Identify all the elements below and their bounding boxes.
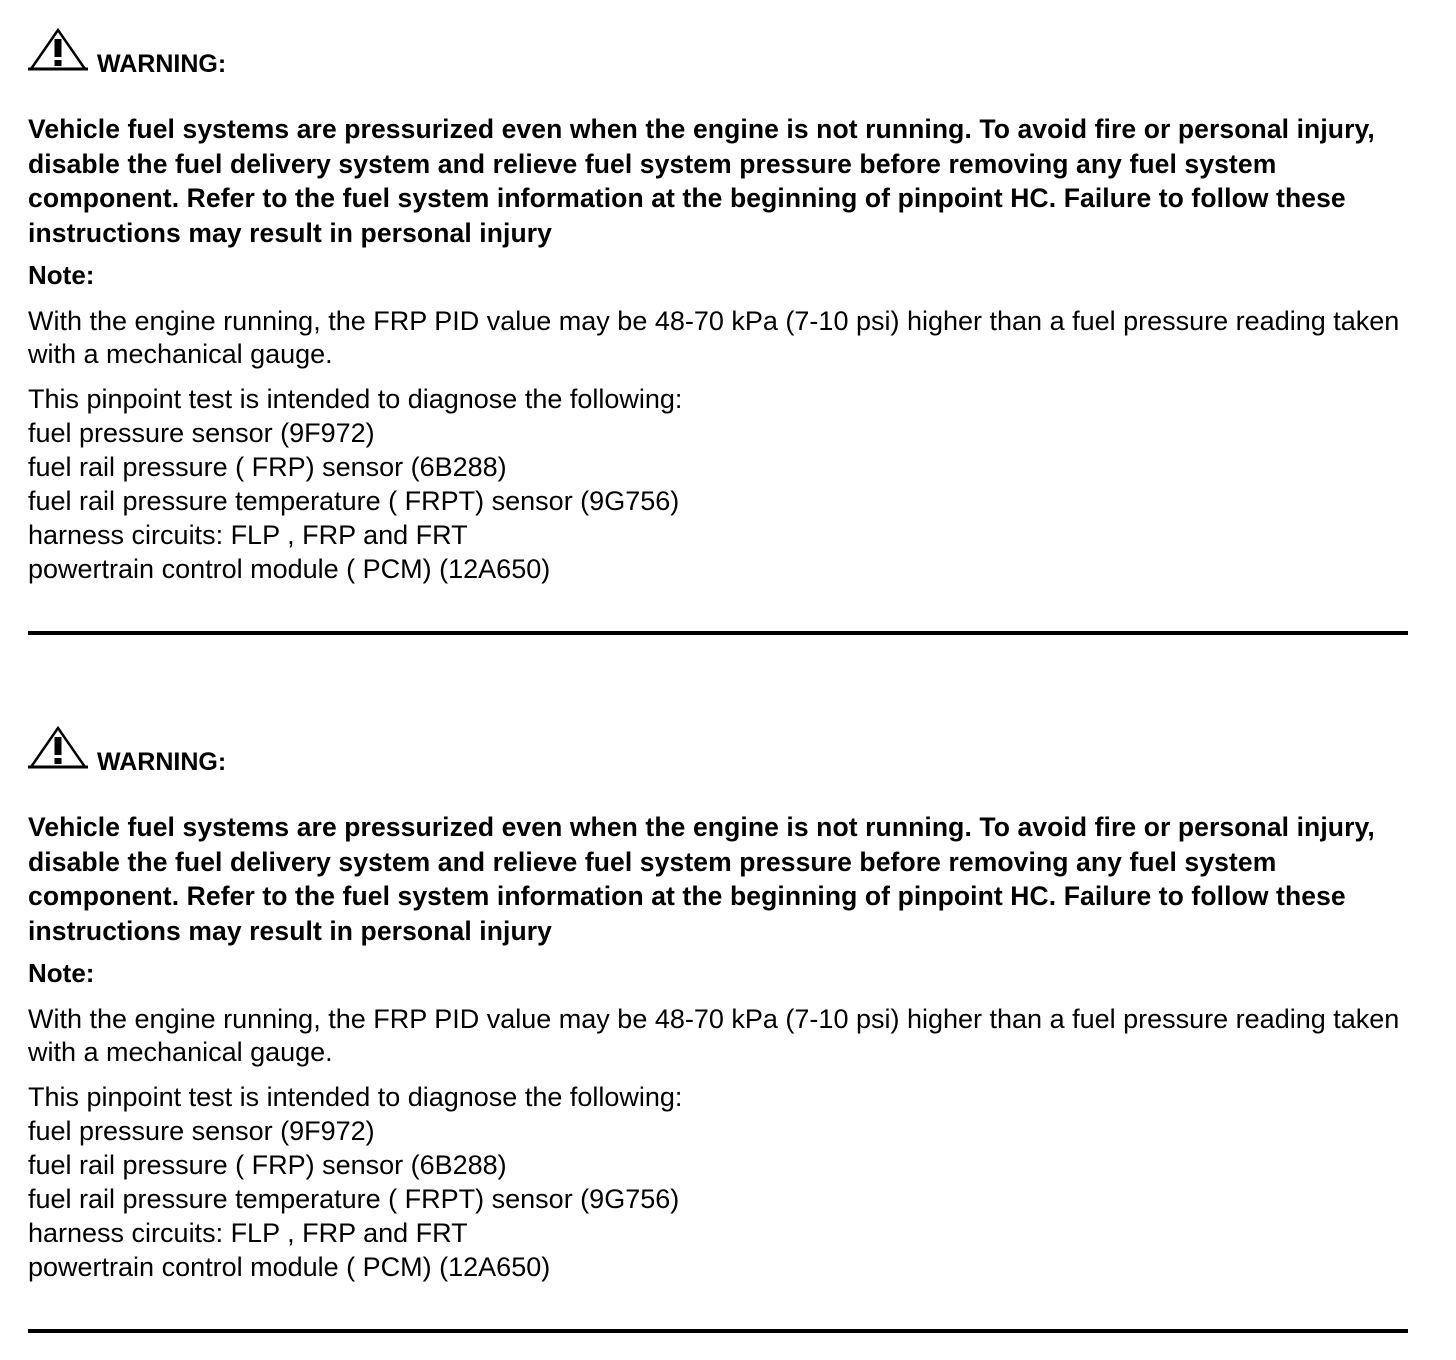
list-item: fuel pressure sensor (9F972) <box>28 418 375 448</box>
list-item: fuel rail pressure temperature ( FRPT) sensor (9G756) <box>28 1184 680 1214</box>
list-item: fuel rail pressure ( FRP) sensor (6B288) <box>28 452 507 482</box>
warning-text: Vehicle fuel systems are pressurized even when the engine is not running. To avoid fire or personal injury, disable the fuel delivery system and relieve fuel system pressure before removing any fuel system component. Refer to the fuel system information at the beginning of pinpoint HC. Failure to follow these instructions may result in personal injury <box>28 812 1375 946</box>
diagnose-list <box>28 416 679 586</box>
section-divider <box>28 1329 1408 1333</box>
list-item: harness circuits: FLP , FRP and FRT <box>28 1218 468 1248</box>
list-item: fuel rail pressure ( FRP) sensor (6B288) <box>28 1150 507 1180</box>
warning-text: Vehicle fuel systems are pressurized even when the engine is not running. To avoid fire or personal injury, disable the fuel delivery system and relieve fuel system pressure before removing any fuel system component. Refer to the fuel system information at the beginning of pinpoint HC. Failure to follow these instructions may result in personal injury <box>28 114 1375 248</box>
warning-label: WARNING: <box>97 50 227 78</box>
warning-header <box>28 28 628 78</box>
warning-triangle-icon <box>28 28 88 72</box>
list-item: powertrain control module ( PCM) (12A650) <box>28 1252 551 1282</box>
diagnose-intro: This pinpoint test is intended to diagnose the following: <box>28 384 683 414</box>
note-label: Note: <box>28 260 95 290</box>
note-label: Note: <box>28 958 95 988</box>
section-divider <box>28 631 1408 635</box>
list-item: harness circuits: FLP , FRP and FRT <box>28 520 468 550</box>
warning-triangle-icon <box>28 726 88 770</box>
diagnose-intro: This pinpoint test is intended to diagnose the following: <box>28 1082 683 1112</box>
list-item: fuel pressure sensor (9F972) <box>28 1116 375 1146</box>
warning-label: WARNING: <box>97 748 227 776</box>
note-text: With the engine running, the FRP PID value may be 48-70 kPa (7-10 psi) higher than a fuel pressure reading taken with a mechanical gauge. <box>28 306 1400 369</box>
warning-header <box>28 726 628 776</box>
note-text: With the engine running, the FRP PID value may be 48-70 kPa (7-10 psi) higher than a fuel pressure reading taken with a mechanical gauge. <box>28 1004 1400 1067</box>
diagnose-list <box>28 1114 679 1284</box>
list-item: powertrain control module ( PCM) (12A650) <box>28 554 551 584</box>
list-item: fuel rail pressure temperature ( FRPT) sensor (9G756) <box>28 486 680 516</box>
